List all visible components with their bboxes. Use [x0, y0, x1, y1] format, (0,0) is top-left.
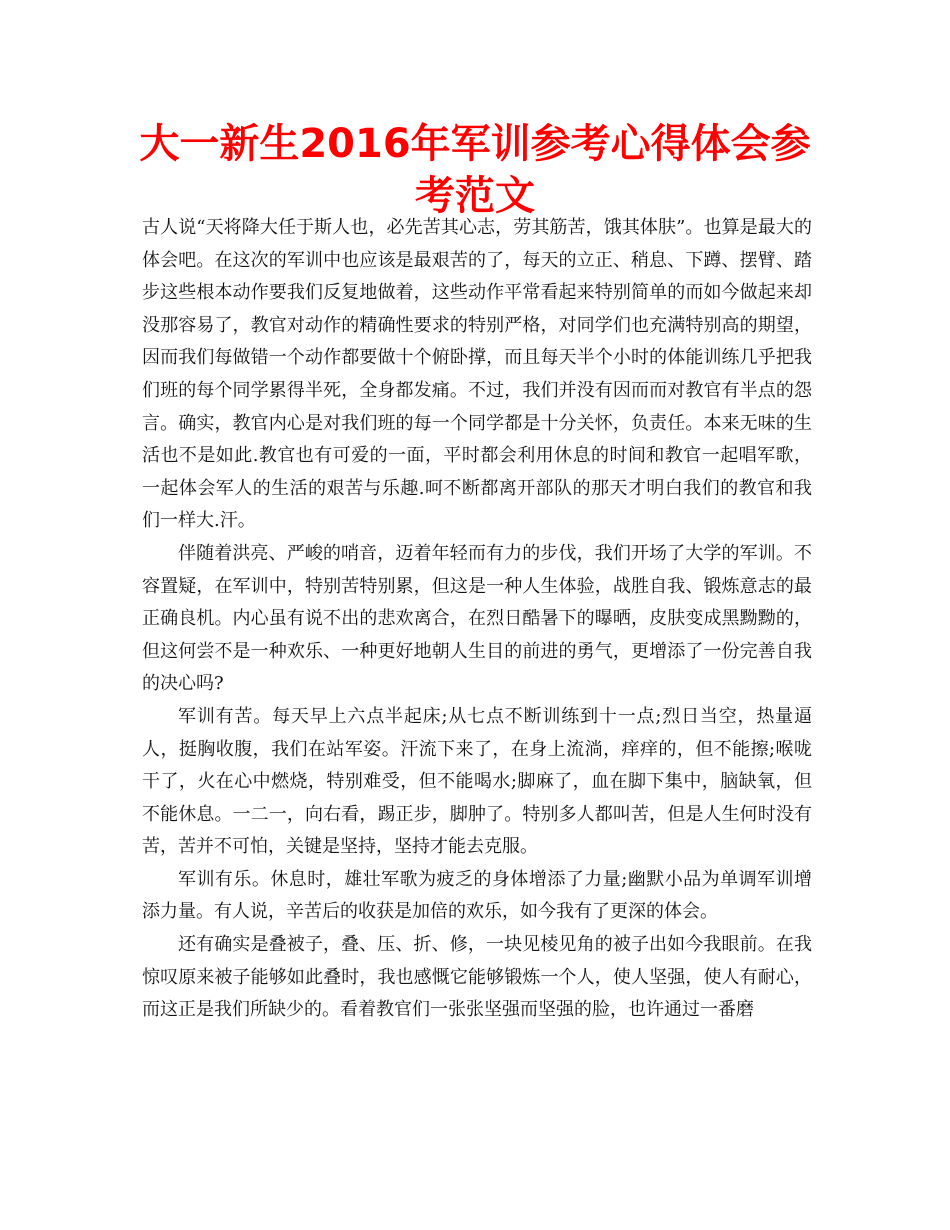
- document-body: [142, 212, 812, 1027]
- paragraph-5: 还有确实是叠被子，叠、压、折、修，一块见棱见角的被子出如今我眼前。在我惊叹原来被子能够如此叠时，我也感慨它能够锻炼一个人，使人坚强，使人有耐心，而这正是我们所缺少的。看着教官们一张张坚强而坚强的脸，也许通过一番磨: [142, 934, 812, 1021]
- document-title: 大一新生2016年军训参考心得体会参考范文: [139, 121, 811, 219]
- paragraph-1: 古人说“天将降大任于斯人也，必先苦其心志，劳其筋苦，饿其体肤”。也算是最大的体会吧。在这次的军训中也应该是最艰苦的了，每天的立正、稍息、下蹲、摆臂、踏步这些根本动作要我们反复地做着，这些动作平常看起来特别简单的而如今做起来却没那容易了，教官对动作的精确性要求的特别严格，对同学们也充满特别高的期望，因而我们每做错一个动作都要做十个俯卧撑，而且每天半个小时的体能训练几乎把我们班的每个同学累得半死，全身都发痛。不过，我们并没有因而而对教官有半点的怨言。确实，教官内心是对我们班的每一个同学都是十分关怀，负责任。本来无味的生活也不是如此.教官也有可爱的一面，平时都会利用休息的时间和教官一起唱军歌，一起体会军人的生活的艰苦与乐趣.呵不断都离开部队的那天才明白我们的教官和我们一样大.汗。: [142, 217, 812, 532]
- paragraph-2: 伴随着洪亮、严峻的哨音，迈着年轻而有力的步伐，我们开场了大学的军训。不容置疑，在军训中，特别苦特别累，但这是一种人生体验，战胜自我、锻炼意志的最正确良机。内心虽有说不出的悲欢离合，在烈日酷暑下的曝晒，皮肤变成黑黝黝的，但这何尝不是一种欢乐、一种更好地朝人生目的前进的勇气，更增添了一份完善自我的决心吗?: [142, 542, 812, 695]
- paragraph-3: 军训有苦。每天早上六点半起床;从七点不断训练到十一点;烈日当空，热量逼人，挺胸收腹，我们在站军姿。汗流下来了，在身上流淌，痒痒的，但不能擦;喉咙干了，火在心中燃烧，特别难受，但不能喝水;脚麻了，血在脚下集中，脑缺氧，但不能休息。一二一，向右看，踢正步，脚肿了。特别多人都叫苦，但是人生何时没有苦，苦并不可怕，关键是坚持，坚持才能去克服。: [142, 705, 812, 858]
- paragraph-4: 军训有乐。休息时，雄壮军歌为疲乏的身体增添了力量;幽默小品为单调军训增添力量。有人说，辛苦后的收获是加倍的欢乐，如今我有了更深的体会。: [142, 868, 812, 923]
